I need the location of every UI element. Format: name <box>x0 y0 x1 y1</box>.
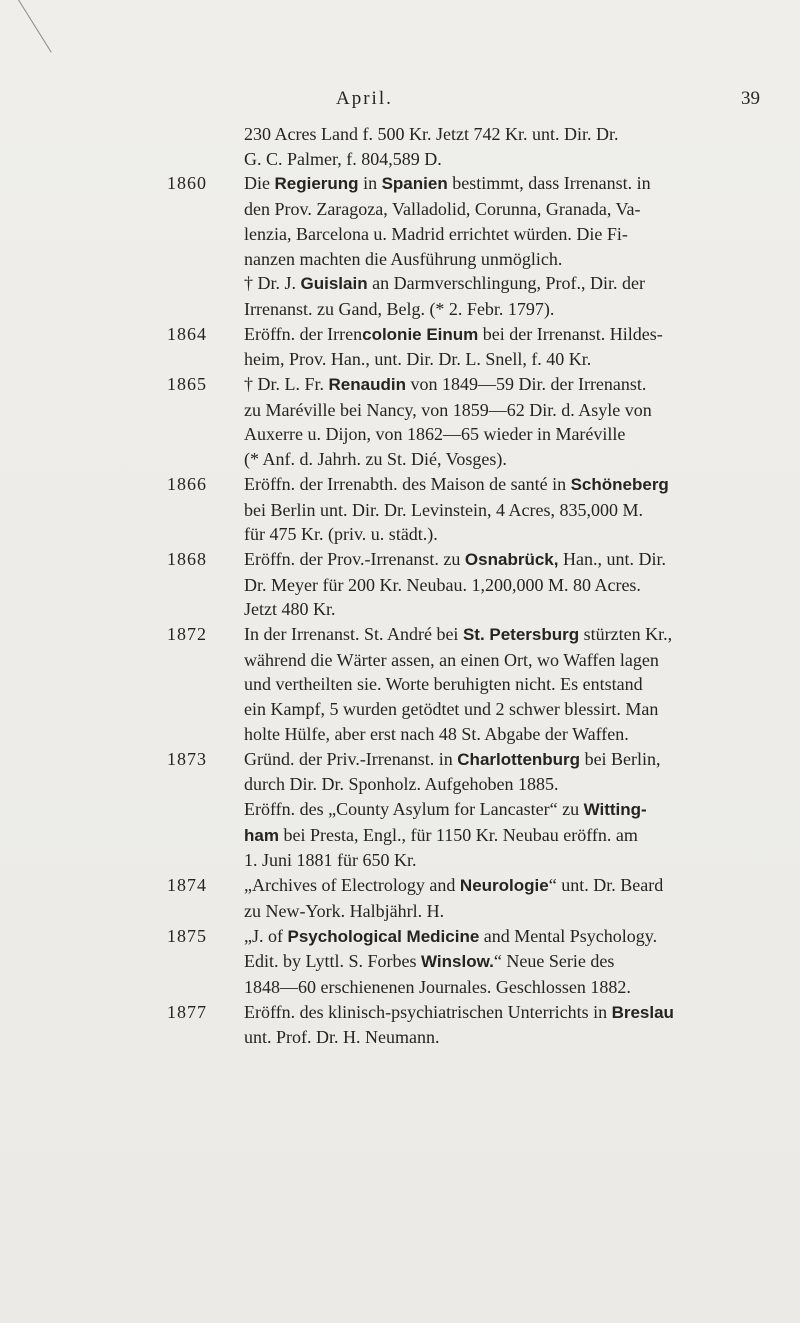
chronology-entry <box>167 171 769 321</box>
entry-line: Dr. Meyer für 200 Kr. Neubau. 1,200,000 M. 80 Acres. <box>244 574 641 595</box>
entry-year: 1874 <box>167 875 207 896</box>
highlighted-term: Schöneberg <box>570 474 669 494</box>
entry-line: nanzen machten die Ausführung unmöglich. <box>244 248 563 269</box>
entry-line: „Archives of Electrology and Neurologie“ unt. Dr. Beard <box>244 875 664 896</box>
chronology-entry <box>167 372 769 472</box>
highlighted-term: colonie Einum <box>362 324 479 344</box>
entry-line: bei Berlin unt. Dir. Dr. Levinstein, 4 Acres, 835,000 M. <box>244 499 643 520</box>
entry-line: Die Regierung in Spanien bestimmt, dass Irrenanst. in <box>244 173 651 194</box>
highlighted-term: Renaudin <box>328 375 406 395</box>
entry-line: Eröffn. der Irrencolonie Einum bei der Irrenanst. Hildes- <box>244 323 663 344</box>
entry-line: Gründ. der Priv.-Irrenanst. in Charlottenburg bei Berlin, <box>244 748 661 769</box>
entry-line: (* Anf. d. Jahrh. zu St. Dié, Vosges). <box>244 449 507 470</box>
entry-year: 1872 <box>167 624 207 645</box>
chronology-entry <box>167 322 769 372</box>
entry-year: 1864 <box>167 323 207 344</box>
highlighted-term: Charlottenburg <box>457 749 581 769</box>
entry-line: holte Hülfe, aber erst nach 48 St. Abgabe der Waffen. <box>244 723 629 744</box>
chronology-list <box>167 122 769 1050</box>
highlighted-term: Winslow. <box>421 952 494 972</box>
highlighted-term: Witting- <box>583 799 647 819</box>
entry-line: 1848—60 erschienenen Journales. Geschlossen 1882. <box>244 976 631 997</box>
highlighted-term: Osnabrück, <box>464 549 559 569</box>
highlighted-term: Neurologie <box>459 876 549 896</box>
entry-line: Eröffn. des „County Asylum for Lancaster“ zu Witting- <box>244 798 647 819</box>
highlighted-term: St. Petersburg <box>462 625 580 645</box>
entry-line: zu Maréville bei Nancy, von 1859—62 Dir. d. Asyle von <box>244 399 652 420</box>
entry-line: † Dr. L. Fr. Renaudin von 1849—59 Dir. der Irrenanst. <box>244 374 647 395</box>
entry-line: 1. Juni 1881 für 650 Kr. <box>244 850 417 871</box>
entry-line: † Dr. J. Guislain an Darmverschlingung, Prof., Dir. der <box>244 273 646 294</box>
chronology-entry <box>167 1000 769 1050</box>
entry-line: Auxerre u. Dijon, von 1862—65 wieder in Maréville <box>244 424 626 445</box>
chronology-entry <box>167 747 769 874</box>
page-corner-mark <box>18 0 20 60</box>
entry-line: G. C. Palmer, f. 804,589 D. <box>244 148 442 169</box>
entry-line: Jetzt 480 Kr. <box>244 599 336 620</box>
highlighted-term: Spanien <box>381 174 448 194</box>
page-number: 39 <box>741 88 760 109</box>
running-title: April. <box>336 88 393 109</box>
entry-line: ham bei Presta, Engl., für 1150 Kr. Neubau eröffn. am <box>244 824 638 845</box>
highlighted-term: Guislain <box>300 274 368 294</box>
entry-line: Irrenanst. zu Gand, Belg. (* 2. Febr. 1797). <box>244 298 555 319</box>
entry-line: 230 Acres Land f. 500 Kr. Jetzt 742 Kr. unt. Dir. Dr. <box>244 124 619 144</box>
entry-line: Eröffn. des klinisch-psychiatrischen Unterrichts in Breslau <box>244 1001 674 1022</box>
highlighted-term: Regierung <box>274 174 359 194</box>
entry-year: 1868 <box>167 548 207 569</box>
highlighted-term: ham <box>244 825 279 845</box>
highlighted-term: Psychological Medicine <box>287 926 480 946</box>
entry-line: während die Wärter assen, an einen Ort, wo Waffen lagen <box>244 649 659 670</box>
chronology-entry <box>167 622 769 747</box>
entry-line: und vertheilten sie. Worte beruhigten nicht. Es entstand <box>244 674 643 695</box>
entry-year: 1865 <box>167 374 207 395</box>
chronology-entry <box>167 873 769 923</box>
entry-year: 1866 <box>167 473 207 494</box>
chronology-entry <box>167 472 769 547</box>
entry-line: durch Dir. Dr. Sponholz. Aufgehoben 1885. <box>244 774 559 795</box>
entry-line: für 475 Kr. (priv. u. städt.). <box>244 524 438 545</box>
entry-line: lenzia, Barcelona u. Madrid errichtet würden. Die Fi- <box>244 223 628 244</box>
entry-line: den Prov. Zaragoza, Valladolid, Corunna, Granada, Va- <box>244 199 641 220</box>
entry-line: ein Kampf, 5 wurden getödtet und 2 schwer blessirt. Man <box>244 699 659 720</box>
entry-year: 1860 <box>167 173 207 194</box>
entry-line: Eröffn. der Irrenabth. des Maison de santé in Schöneberg <box>244 473 669 494</box>
entry-line: In der Irrenanst. St. André bei St. Petersburg stürzten Kr., <box>244 624 673 645</box>
page-header <box>0 88 800 112</box>
entry-year: 1875 <box>167 925 207 946</box>
entry-line: unt. Prof. Dr. H. Neumann. <box>244 1027 440 1048</box>
entry-line: heim, Prov. Han., unt. Dir. Dr. L. Snell, f. 40 Kr. <box>244 349 592 370</box>
chronology-entry <box>167 547 769 622</box>
chronology-entry <box>167 924 769 1000</box>
highlighted-term: Breslau <box>611 1002 674 1022</box>
entry-year: 1877 <box>167 1001 207 1022</box>
entry-line: zu New-York. Halbjährl. H. <box>244 900 445 921</box>
entry-line: Edit. by Lyttl. S. Forbes Winslow.“ Neue Serie des <box>244 951 615 972</box>
entry-line: Eröffn. der Prov.-Irrenanst. zu Osnabrück, Han., unt. Dir. <box>244 548 666 569</box>
entry-line: „J. of Psychological Medicine and Mental Psychology. <box>244 925 658 946</box>
entry-year: 1873 <box>167 748 207 769</box>
chronology-entry <box>244 122 769 171</box>
